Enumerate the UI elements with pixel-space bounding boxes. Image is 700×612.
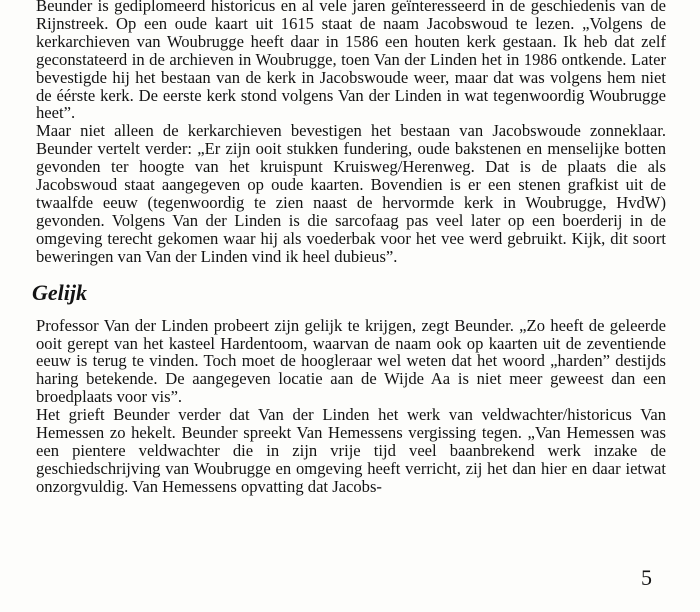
page-number: 5: [641, 565, 652, 590]
paragraph: Beunder is gediplomeerd historicus en al vele jaren geïnteresseerd in de geschiedenis van de Rijnstreek. Op een oude kaart uit 1615 staat de naam Jacobswoud te lezen. „Volgens de kerkarchieven van Woubrugge heeft daar in 1586 een houten kerk gestaan. Ik heb dat zelf geconstateerd in de archieven in Woubrugge, toen Van der Linden het in 1986 ontkende. Later bevestigde hij het bestaan van de kerk in Jacobswoude weer, maar dat was volgens hem niet de éérste kerk. De eerste kerk stond volgens Van der Linden in wat tegenwoordig Woubrugge heet”.: [36, 0, 666, 123]
paragraph: Professor Van der Linden probeert zijn gelijk te krijgen, zegt Beunder. „Zo heeft de geleerde ooit gerept van het kasteel Hardentoom, waarvan de naam ook op kaarten uit de zeventiende eeuw is terug te vinden. Toch moet de hoogleraar wel weten dat het woord „harden” destijds haring betekende. De aangegeven locatie aan de Wijde Aa is niet meer geweest dan een broedplaats voor vis”.: [36, 315, 666, 407]
paragraph: Het grieft Beunder verder dat Van der Linden het werk van veldwachter/historicus Van Hemessen zo hekelt. Beunder spreekt Van Hemessens vergissing tegen. „Van Hemessen was een pientere veldwachter die in zijn vrije tijd veel baanbrekend werk inzake de geschiedschrijving van Woubrugge en omgeving heeft verricht, zij het dan hier en daar ietwat onzorgvuldig. Van Hemessens opvatting dat Jacobs-: [36, 405, 666, 496]
text-column: [32, 0, 666, 496]
section-heading: Gelijk: [32, 279, 87, 305]
paragraph: Maar niet alleen de kerkarchieven bevestigen het bestaan van Jacobswoude zonneklaar. Beunder vertelt verder: „Er zijn ooit stukken fundering, oude bakstenen en menselijke botten gevonden ter hoogte van het kruispunt Kruisweg/Herenweg. Dat is de plaats die als Jacobswoud staat aangegeven op oude kaarten. Bovendien is er een stenen grafkist uit de twaalfde eeuw (tegenwoordig te zien naast de hervormde kerk in Woubrugge, HvdW) gevonden. Volgens Van der Linden is die sarcofaag pas veel later op een boerderij in de omgeving terecht gekomen waar hij als voederbak voor het vee werd gebruikt. Kijk, dit soort beweringen van Van der Linden vind ik heel dubieus”.: [36, 121, 666, 266]
